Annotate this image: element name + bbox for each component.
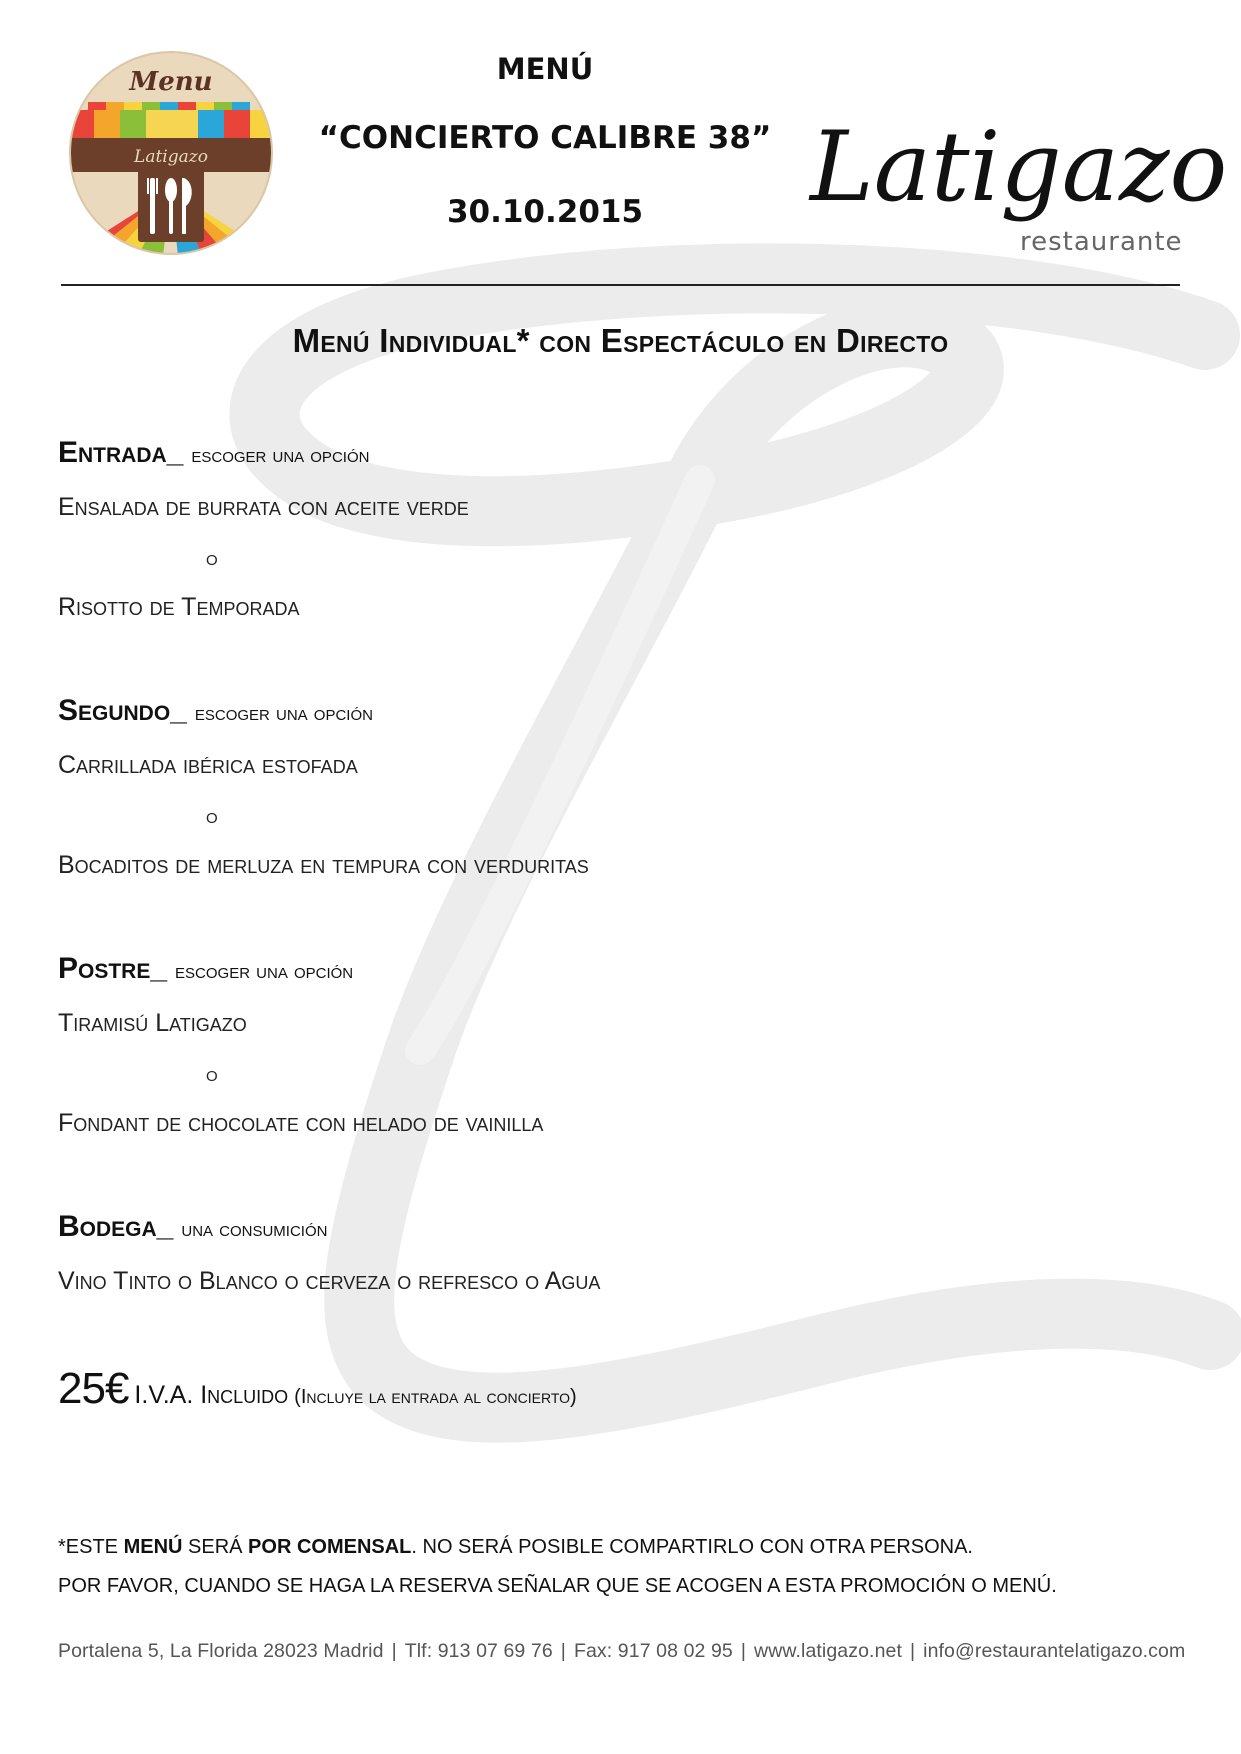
badge-text-band: Latigazo — [134, 147, 208, 167]
footer-email-link[interactable]: info@restaurantelatigazo.com — [923, 1640, 1186, 1662]
note-text: *ESTE — [58, 1536, 124, 1558]
section-title: Bodega_ — [58, 1210, 174, 1243]
section-subtitle: escoger una opción — [191, 442, 370, 467]
note-bold: POR COMENSAL — [248, 1536, 412, 1558]
section-heading-bodega — [58, 1210, 327, 1244]
menu-title: Menú Individual* con Espectáculo en Directo — [292, 322, 949, 359]
price-amount: 25€ — [58, 1364, 129, 1413]
section-heading-segundo — [58, 694, 373, 728]
footer-separator: | — [740, 1640, 747, 1662]
footer-fax: Fax: 917 08 02 95 — [573, 1640, 733, 1662]
cutlery-icon — [147, 178, 192, 234]
or-separator: o — [206, 545, 218, 570]
brand-script: Latigazo — [810, 111, 1228, 223]
menu-option: Vino Tinto o Blanco o cerveza o refresco o Agua — [58, 1267, 601, 1295]
menu-option: Ensalada de burrata con aceite verde — [58, 493, 469, 521]
menu-option: Tiramisú Latigazo — [58, 1009, 247, 1037]
latigazo-brand-logo — [800, 90, 1228, 260]
event-name: “CONCIERTO CALIBRE 38” — [318, 120, 772, 156]
price-line — [58, 1364, 577, 1414]
brand-sub: restaurante — [1020, 227, 1183, 257]
note-bold: MENÚ — [123, 1536, 183, 1558]
badge-text-top: Menu — [129, 67, 213, 97]
or-separator: o — [206, 1061, 218, 1086]
or-separator: o — [206, 803, 218, 828]
section-heading-postre — [58, 952, 353, 986]
price-note: (Incluye la entrada al concierto) — [294, 1386, 577, 1408]
footer-separator: | — [391, 1640, 397, 1662]
section-subtitle: escoger una opción — [194, 700, 373, 725]
footer-separator: | — [909, 1640, 916, 1662]
menu-option: Risotto de Temporada — [58, 593, 300, 621]
footer-phone: Tlf: 913 07 69 76 — [404, 1640, 553, 1662]
footer-separator: | — [560, 1640, 566, 1662]
menu-option: Bocaditos de merluza en tempura con verduritas — [58, 851, 589, 879]
note-line-1 — [58, 1536, 973, 1559]
section-subtitle: escoger una opción — [175, 958, 354, 983]
section-title: Entrada_ — [58, 436, 184, 469]
menu-badge-logo — [68, 50, 274, 256]
note-text: . NO SERÁ POSIBLE COMPARTIRLO CON OTRA PERSONA. — [411, 1536, 973, 1558]
event-date: 30.10.2015 — [446, 194, 644, 230]
header-divider — [61, 284, 1180, 286]
footer-web-link[interactable]: www.latigazo.net — [754, 1640, 902, 1662]
section-title: Postre_ — [58, 952, 168, 985]
note-text: SERÁ — [182, 1536, 249, 1558]
section-heading-entrada — [58, 436, 369, 470]
menu-option: Carrillada ibérica estofada — [58, 751, 358, 779]
menu-option: Fondant de chocolate con helado de vainilla — [58, 1109, 544, 1137]
section-title: Segundo_ — [58, 694, 187, 727]
footer-address: Portalena 5, La Florida 28023 Madrid — [58, 1640, 384, 1662]
footer-contact — [58, 1640, 1185, 1663]
price-tax: I.V.A. Incluido — [134, 1381, 289, 1409]
header-heading: MENÚ — [496, 52, 594, 86]
section-subtitle: una consumición — [181, 1216, 328, 1241]
note-line-2: POR FAVOR, CUANDO SE HAGA LA RESERVA SEÑALAR QUE SE ACOGEN A ESTA PROMOCIÓN O MENÚ. — [58, 1575, 1057, 1597]
